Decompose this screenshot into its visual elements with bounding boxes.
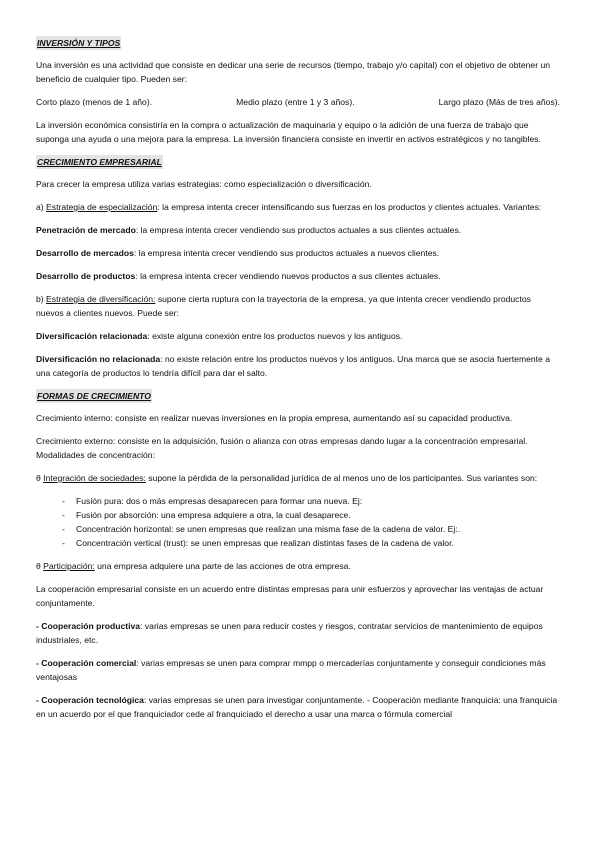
- term-coop-productiva: - Cooperación productiva: [36, 621, 141, 631]
- text-desarrollo-productos: : la empresa intenta crecer vendiendo nuevos productos a sus clientes actuales.: [135, 271, 441, 281]
- integration-variants-list: [36, 494, 560, 550]
- term-integracion: Integración de sociedades:: [43, 473, 146, 483]
- theta-bullet-icon: θ: [36, 473, 41, 483]
- text-especializacion: : la empresa intenta crecer intensificando sus fuerzas en los productos y clientes actuales. Variantes:: [157, 202, 542, 212]
- text-coop-tecnologica: : varias empresas se unen para investigar conjuntamente. - Cooperación mediante franquicia: una franquicia en un acuerdo por el que franquiciador cede al franquiciado el derecho a usar una marca o fórmula comercial: [36, 695, 558, 719]
- paragraph-participacion: [36, 559, 560, 573]
- paragraph-crecimiento-interno: Crecimiento interno: consiste en realizar nuevas inversiones en la propia empresa, aumentando así su capacidad productiva.: [36, 413, 513, 423]
- term-div-relacionada: Diversificación relacionada: [36, 331, 148, 341]
- term-penetracion: Penetración de mercado: [36, 225, 136, 235]
- list-item: - Concentración vertical (trust): se unen empresas que realizan distintas fases de la cadena de valor.: [62, 536, 560, 550]
- paragraph-crecimiento-externo: Crecimiento externo: consiste en la adquisición, fusión o alianza con otras empresas dando lugar a la concentración empresarial. Modalidades de concentración:: [36, 436, 528, 460]
- term-diversificacion: Estrategia de diversificación:: [46, 294, 156, 304]
- text-coop-comercial: : varias empresas se unen para comprar mmpp o mercaderías conjuntamente y conseguir condiciones más ventajosas: [36, 658, 546, 682]
- paragraph-coop-tecnologica: [36, 693, 560, 721]
- paragraph-integracion: [36, 471, 560, 485]
- paragraph-penetracion: [36, 223, 560, 237]
- list-item: - Fusión por absorción: una empresa adquiere a otra, la cual desaparece.: [62, 508, 560, 522]
- paragraph-coop-comercial: [36, 656, 560, 684]
- paragraph-desarrollo-mercados: [36, 246, 560, 260]
- type-medium-term: Medio plazo (entre 1 y 3 años).: [236, 97, 355, 107]
- paragraph-inversion-intro: Una inversión es una actividad que consiste en dedicar una serie de recursos (tiempo, trabajo y/o capital) con el objetivo de obtener un beneficio de cualquier tipo. Pueden ser:: [36, 60, 551, 84]
- section-heading-crecimiento: CRECIMIENTO EMPRESARIAL: [37, 157, 162, 167]
- section-heading-inversion: INVERSIÓN Y TIPOS: [37, 38, 121, 48]
- text-desarrollo-mercados: : la empresa intenta crecer vendiendo sus productos actuales a nuevos clientes.: [133, 248, 440, 258]
- list-item: - Concentración horizontal: se unen empresas que realizan una misma fase de la cadena de valor. Ej:.: [62, 522, 560, 536]
- term-desarrollo-productos: Desarrollo de productos: [36, 271, 136, 281]
- term-participacion: Participación:: [43, 561, 95, 571]
- term-coop-tecnologica: - Cooperación tecnológica: [36, 695, 144, 705]
- paragraph-div-relacionada: [36, 329, 560, 343]
- paragraph-div-no-relacionada: [36, 352, 560, 380]
- type-short-term: Corto plazo (menos de 1 año).: [36, 97, 153, 107]
- text-diversificacion: supone cierta ruptura con la trayectoria de la empresa, ya que intenta crecer vendiendo productos nuevos a clientes nuevos. Puede ser:: [36, 294, 531, 318]
- item-letter: a): [36, 202, 44, 212]
- term-especializacion: Estrategia de especialización: [46, 202, 158, 212]
- paragraph-desarrollo-productos: [36, 269, 560, 283]
- paragraph-crecimiento-intro: Para crecer la empresa utiliza varias estrategias: como especialización o diversificación.: [36, 179, 372, 189]
- text-participacion: una empresa adquiere una parte de las acciones de otra empresa.: [94, 561, 351, 571]
- section-heading-formas: FORMAS DE CRECIMIENTO: [37, 391, 151, 401]
- text-integracion: supone la pérdida de la personalidad jurídica de al menos uno de los participantes. Sus variantes son:: [145, 473, 538, 483]
- theta-bullet-icon: θ: [36, 561, 41, 571]
- paragraph-cooperacion-intro: La cooperación empresarial consiste en un acuerdo entre distintas empresas para unir esfuerzos y aprovechar las ventajas de actuar conjuntamente.: [36, 584, 544, 608]
- list-item: - Fusión pura: dos o más empresas desaparecen para formar una nueva. Ej:: [62, 494, 560, 508]
- paragraph-diversificacion: [36, 292, 560, 320]
- investment-types-row: [36, 95, 560, 109]
- text-div-no-relacionada: : no existe relación entre los productos nuevos y los antiguos. Una marca que se asocia fuertemente a una categoría de productos lo tendría difícil para dar el salto.: [36, 354, 550, 378]
- item-letter: b): [36, 294, 44, 304]
- term-coop-comercial: - Cooperación comercial: [36, 658, 137, 668]
- text-div-relacionada: : existe alguna conexión entre los productos nuevos y los antiguos.: [147, 331, 403, 341]
- text-penetracion: : la empresa intenta crecer vendiendo sus productos actuales a sus clientes actuales.: [135, 225, 462, 235]
- term-desarrollo-mercados: Desarrollo de mercados: [36, 248, 134, 258]
- text-coop-productiva: : varias empresas se unen para reducir costes y riesgos, contratar servicios de mantenimiento de equipos industriales, etc.: [36, 621, 543, 645]
- paragraph-coop-productiva: [36, 619, 560, 647]
- type-long-term: Largo plazo (Más de tres años).: [438, 97, 560, 107]
- term-div-no-relacionada: Diversificación no relacionada: [36, 354, 161, 364]
- paragraph-especializacion: [36, 200, 560, 214]
- paragraph-inversion-economica: La inversión económica consistiría en la compra o actualización de maquinaria y equipo o la adición de una fuerza de trabajo que suponga una ayuda o una mejora para la empresa. La inversión financiera consiste en invertir en activos estratégicos y no tangibles.: [36, 120, 541, 144]
